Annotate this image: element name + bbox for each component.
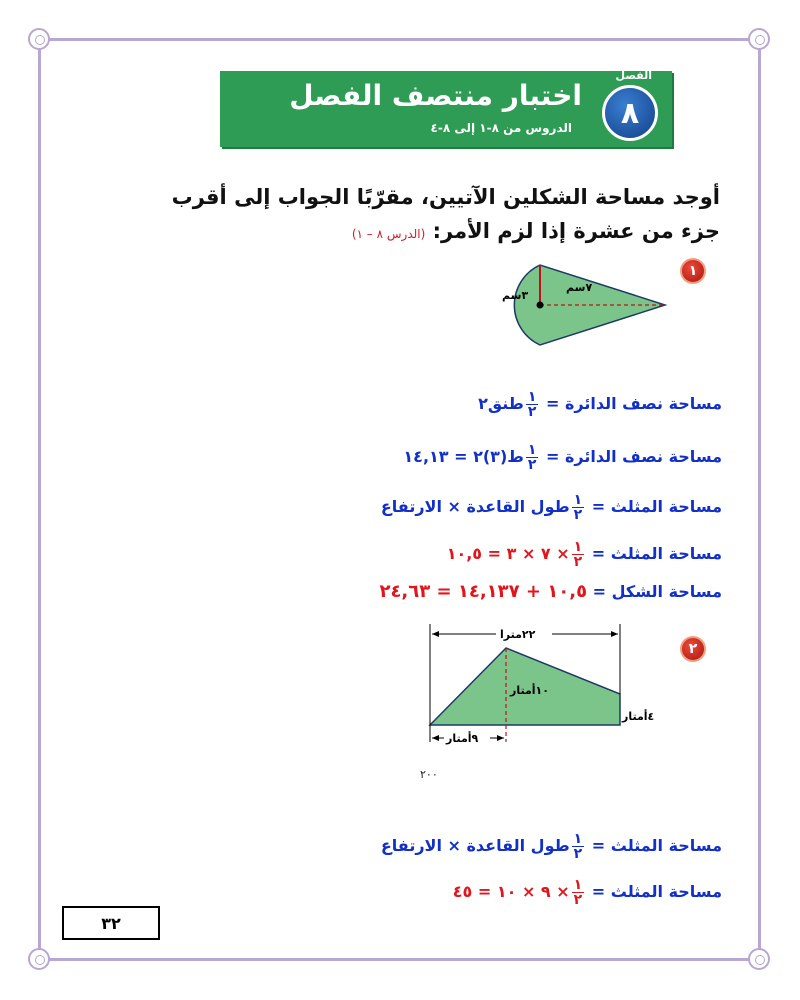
page-title: اختبار منتصف الفصل (289, 79, 582, 112)
instruction-line2: جزء من عشرة إذا لزم الأمر: (432, 219, 720, 243)
stray-number: ٢٠٠ (420, 768, 438, 781)
p2-line2: مساحة المثلث = $\frac{١}{٢}$ × ٩ × ١٠ = ٤٥ (452, 877, 722, 908)
p1-line1: مساحة نصف الدائرة = $\frac{١}{٢}$ طنق٢ (478, 389, 722, 420)
chapter-number: ٨ (620, 95, 640, 131)
problem2-number: ٢ (680, 636, 706, 662)
bottom-length-label: ٩أمتار (446, 732, 479, 745)
frame-corner-tr (748, 28, 770, 50)
p1-line4: مساحة المثلث = $\frac{١}{٢}$ × ٧ × ٣ = ١٠,٥ (446, 539, 722, 570)
right-side-label: ٤أمتار (622, 710, 655, 723)
frame-top (46, 38, 754, 41)
frame-bottom (46, 958, 754, 961)
frame-left (38, 46, 41, 950)
center-point (537, 302, 544, 309)
chapter-badge (602, 85, 658, 141)
problem1-number: ١ (680, 258, 706, 284)
p1-line5: مساحة الشكل = ١٠,٥ + ١٤,١٣٧ = ٢٤,٦٣ (379, 581, 722, 602)
frame-corner-tl (28, 28, 50, 50)
page-number: ٣٢ (62, 906, 160, 940)
chapter-label: الفصل (615, 69, 652, 82)
p1-line2: مساحة نصف الدائرة = $\frac{١}{٢}$ ط(٣)٢ = ١٤,١٣ (403, 442, 722, 473)
p2-line1: مساحة المثلث = $\frac{١}{٢}$ طول القاعدة × الارتفاع (380, 831, 722, 862)
frame-right (758, 46, 761, 950)
chapter-header (220, 71, 672, 147)
top-length-label: ٢٢مترا (500, 628, 536, 641)
p1-line3: مساحة المثلث = $\frac{١}{٢}$ طول القاعدة × الارتفاع (380, 492, 722, 523)
lesson-reference: (الدرس ٨ – ١) (351, 227, 426, 241)
length-label: ٧سم (566, 281, 593, 294)
lessons-range: الدروس من ٨-١ إلى ٨-٤ (430, 121, 572, 135)
problem1-figure (480, 255, 680, 355)
instruction-text (160, 180, 720, 251)
instruction-line1: أوجد مساحة الشكلين الآتيين، مقرّبًا الجواب إلى أقرب (171, 185, 720, 209)
frame-corner-br (748, 948, 770, 970)
radius-label: ٣سم (502, 289, 529, 302)
frame-corner-bl (28, 948, 50, 970)
problem2-figure (420, 622, 655, 757)
height-label: ١٠أمتار (510, 684, 549, 697)
